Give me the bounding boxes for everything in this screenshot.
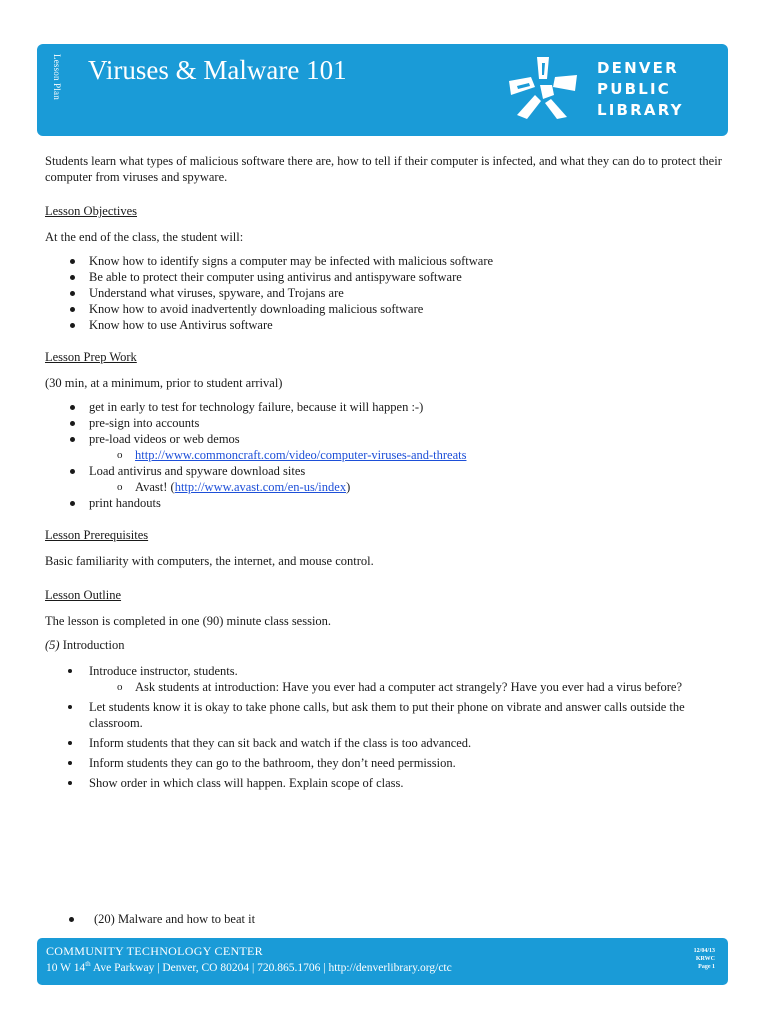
list-item xyxy=(45,663,730,695)
avast-prefix: Avast! ( xyxy=(135,480,175,494)
sub-list-item xyxy=(89,447,730,463)
prep-heading: Lesson Prep Work xyxy=(45,350,137,364)
list-item: Inform students that they can sit back and watch if the class is too advanced. xyxy=(45,735,730,751)
prep-list xyxy=(45,399,730,511)
page-title: Viruses & Malware 101 xyxy=(88,55,347,85)
objectives-list xyxy=(45,253,730,333)
avast-suffix: ) xyxy=(346,480,351,494)
avast-link[interactable]: http://www.avast.com/en-us/index xyxy=(174,480,347,494)
sub-list xyxy=(89,447,730,463)
sub-list-item: o Ask students at introduction: Have you ever had a computer act strangely? Have you ever had a virus before? xyxy=(89,679,730,695)
logo-line: PUBLIC xyxy=(597,80,671,98)
lesson-plan-label: Lesson Plan xyxy=(52,54,62,100)
address-prefix: 10 W 14 xyxy=(46,961,86,974)
list-item: Know how to avoid inadvertently downloading malicious software xyxy=(45,301,730,317)
list-item-text: print handouts xyxy=(89,496,161,510)
list-item-text: pre-load videos or web demos xyxy=(89,432,240,446)
list-item-text: Load antivirus and spyware download sites xyxy=(89,464,306,478)
header-banner xyxy=(37,44,728,136)
list-item: Inform students they can go to the bathroom, they don’t need permission. xyxy=(45,755,730,771)
prerequisites-text: Basic familiarity with computers, the internet, and mouse control. xyxy=(45,554,374,568)
list-item: Understand what viruses, spyware, and Trojans are xyxy=(45,285,730,301)
list-item: Know how to use Antivirus software xyxy=(45,317,730,333)
list-item xyxy=(45,463,730,495)
outline-list xyxy=(45,663,730,791)
intro-paragraph: Students learn what types of malicious software there are, how to tell if their computer is infected, and what they can do to protect their computer from viruses and spyware. xyxy=(45,154,722,184)
logo-line: DENVER xyxy=(597,59,679,77)
outline-section-title xyxy=(45,637,730,653)
list-item: Show order in which class will happen. Explain scope of class. xyxy=(45,775,730,791)
footer-page-number: Page 1 xyxy=(698,964,715,970)
prep-lead: (30 min, at a minimum, prior to student arrival) xyxy=(45,376,283,390)
document-body xyxy=(45,153,730,795)
sub-list xyxy=(89,679,730,695)
section-name: Introduction xyxy=(59,638,125,652)
list-item-text: get in early to test for technology failure, because it will happen :-) xyxy=(89,400,424,414)
sub-list-item xyxy=(89,479,730,495)
library-name xyxy=(597,58,684,121)
list-item xyxy=(45,415,730,431)
list-item-text: Introduce instructor, students. xyxy=(89,664,238,678)
section-number: (5) xyxy=(45,638,60,652)
objectives-heading: Lesson Objectives xyxy=(45,204,137,218)
sub-list xyxy=(89,479,730,495)
list-item: Let students know it is okay to take phone calls, but ask them to put their phone on vibrate and answer calls outside the classroom. xyxy=(45,699,730,731)
footer-address xyxy=(46,960,452,974)
list-item xyxy=(45,495,730,511)
prerequisites-heading: Lesson Prerequisites xyxy=(45,528,149,542)
library-logo-icon xyxy=(507,55,579,121)
footer-banner xyxy=(37,938,728,985)
list-item xyxy=(45,399,730,415)
commoncraft-video-link[interactable]: http://www.commoncraft.com/video/computer-viruses-and-threats xyxy=(135,448,467,462)
footer-date: 12/04/13 xyxy=(693,948,715,954)
address-rest: Ave Parkway | Denver, CO 80204 | 720.865.1706 | http://denverlibrary.org/ctc xyxy=(90,961,452,974)
footer-org-name: COMMUNITY TECHNOLOGY CENTER xyxy=(46,944,263,958)
footer-meta xyxy=(694,947,715,971)
list-item: Know how to identify signs a computer may be infected with malicious software xyxy=(45,253,730,269)
footer-author: KRWC xyxy=(695,956,715,962)
objectives-lead: At the end of the class, the student will: xyxy=(45,230,244,244)
logo-line: LIBRARY xyxy=(597,101,684,119)
bullet-icon xyxy=(69,917,74,922)
outline-lead: The lesson is completed in one (90) minute class session. xyxy=(45,614,332,628)
list-item-text: pre-sign into accounts xyxy=(89,416,200,430)
outline-heading: Lesson Outline xyxy=(45,588,122,602)
list-item: Be able to protect their computer using antivirus and antispyware software xyxy=(45,269,730,285)
next-section-title: (20) Malware and how to beat it xyxy=(94,912,256,926)
address-superscript: th xyxy=(85,960,91,968)
list-item xyxy=(45,431,730,463)
